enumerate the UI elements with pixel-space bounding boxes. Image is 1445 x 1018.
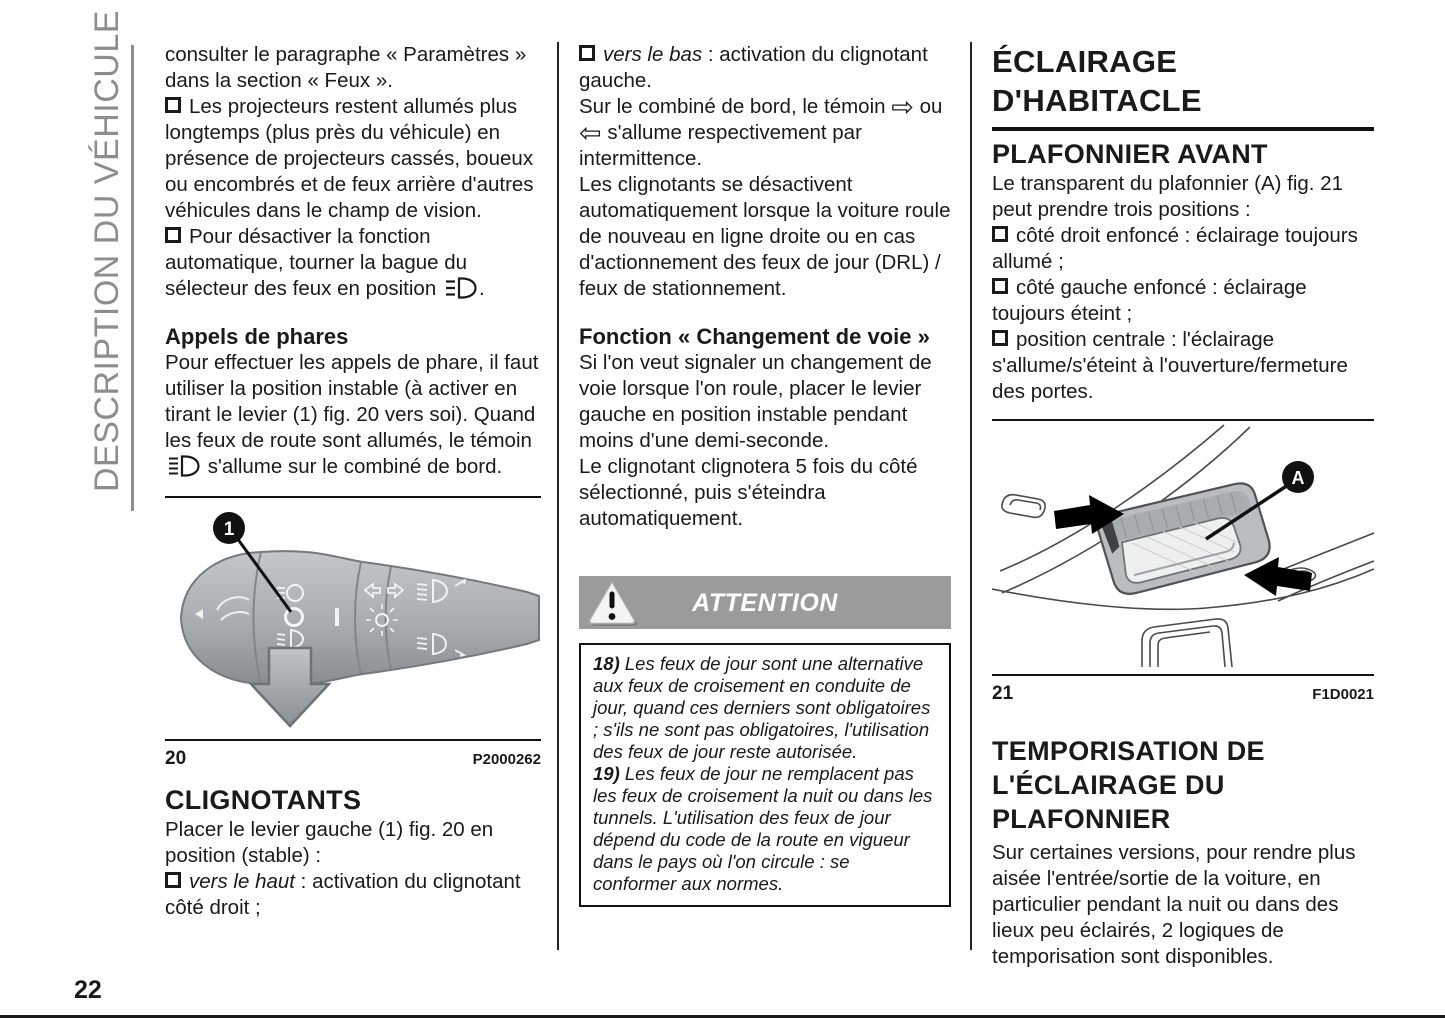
- note-text: Les feux de jour sont une alternative aux feux de croisement en conduite de jour, quand ces derniers sont obligatoires ; s'ils ne sont pas obligatoires, l'utilisation des feux de jour reste autorisée.: [593, 653, 931, 762]
- square-bullet-icon: [165, 872, 181, 888]
- subheading-changement-de-voie: Fonction « Changement de voie »: [579, 324, 930, 349]
- figure-21-caption: [992, 676, 1374, 708]
- figure-code: P2000262: [472, 751, 541, 768]
- paragraph: [579, 454, 951, 532]
- figure-20-caption: [165, 741, 541, 773]
- turn-signal-left-icon: ⇦: [579, 118, 602, 149]
- paragraph-text: Placer le levier gauche (1) fig. 20 en position (stable) :: [165, 818, 494, 867]
- chapter-sidebar-rule: [131, 45, 134, 511]
- bullet-text: position centrale : l'éclairage s'allume/s'éteint à l'ouverture/fermeture des portes.: [992, 328, 1348, 403]
- paragraph: [165, 42, 541, 94]
- turn-signal-right-icon: ⇨: [891, 92, 914, 123]
- bullet-item: [992, 327, 1374, 405]
- heading-clignotants: CLIGNOTANTS: [165, 785, 362, 815]
- callout-1-label: 1: [223, 519, 235, 540]
- column-1: [165, 42, 541, 921]
- paragraph-text: s'allume sur le combiné de bord.: [207, 455, 503, 478]
- paragraph: [579, 350, 951, 454]
- bullet-text-end: .: [478, 277, 485, 300]
- square-bullet-icon: [992, 330, 1008, 346]
- paragraph-text: consulter le paragraphe « Paramètres » dans la section « Feux ».: [165, 43, 527, 92]
- bullet-text: Les projecteurs restent allumés plus longtemps (plus près du véhicule) en présence de projecteurs cassés, boueux ou encombrés et de feux arrière d'autres véhicules dans le champ de vision.: [165, 95, 534, 222]
- figure-number: 21: [992, 683, 1014, 704]
- paragraph-text: ou: [919, 95, 943, 118]
- heading-temporisation: TEMPORISATION DE L'ÉCLAIRAGE DU PLAFONNIER: [992, 736, 1265, 834]
- bullet-text: côté droit enfoncé : éclairage toujours allumé ;: [992, 224, 1358, 273]
- paragraph-text: Si l'on veut signaler un changement de voie lorsque l'on roule, placer le levier gauche en position instable pendant moins d'une demi-seconde.: [579, 351, 932, 452]
- bullet-item: [579, 42, 951, 94]
- paragraph-text: Pour effectuer les appels de phare, il faut utiliser la position instable (à activer en tirant le levier (1) fig. 20 vers soi). Quand les feux de route sont allumés, le témoin: [165, 351, 539, 452]
- note-number: 19): [593, 763, 620, 784]
- note-text: Les feux de jour ne remplacent pas les feux de croisement la nuit ou dans les tunnels. L'utilisation des feux de jour dépend du code de la route en vigueur dans le pays où l'on circule : se conformer aux normes.: [593, 763, 933, 894]
- stalk-illustration: [165, 498, 541, 732]
- paragraph: [165, 350, 541, 480]
- paragraph-text: Le transparent du plafonnier (A) fig. 21 peut prendre trois positions :: [992, 172, 1343, 221]
- bullet-text: : activation du clignotant côté droit ;: [165, 870, 521, 919]
- bullet-text: Pour désactiver la fonction automatique, tourner la bague du sélecteur des feux en position: [165, 225, 468, 300]
- column-separator: [557, 42, 559, 950]
- attention-banner: [579, 576, 951, 629]
- bullet-lead: vers le haut: [189, 870, 295, 893]
- square-bullet-icon: [992, 226, 1008, 242]
- square-bullet-icon: [992, 278, 1008, 294]
- paragraph-text: Le clignotant clignotera 5 fois du côté sélectionné, puis s'éteindra automatiquement.: [579, 455, 918, 530]
- heading-eclairage-habitacle: ÉCLAIRAGE D'HABITACLE: [992, 42, 1374, 131]
- bullet-lead: vers le bas: [603, 43, 703, 66]
- column-separator: [970, 42, 972, 950]
- paragraph-text: Les clignotants se désactivent automatiquement lorsque la voiture roule de nouveau en ligne droite ou en cas d'actionnement des feux de jour (DRL) / feux de stationnement.: [579, 173, 951, 300]
- callout-a-label: A: [1291, 468, 1305, 488]
- figure-code: F1D0021: [1312, 686, 1374, 703]
- bullet-text: : activation du clignotant gauche.: [579, 43, 928, 92]
- notes-box: [579, 643, 951, 907]
- figure-number: 20: [165, 748, 187, 769]
- ceiling-light-illustration: [992, 421, 1374, 667]
- square-bullet-icon: [579, 45, 595, 61]
- paragraph-text: Sur certaines versions, pour rendre plus aisée l'entrée/sortie de la voiture, en particulier pendant la nuit ou dans des lieux peu éclairés, 2 logiques de temporisation sont disponibles.: [992, 841, 1356, 968]
- bullet-item: [165, 869, 541, 921]
- low-beam-headlight-icon: [444, 277, 477, 299]
- paragraph: [992, 171, 1374, 223]
- bullet-item: [165, 94, 541, 224]
- bullet-item: [992, 223, 1374, 275]
- square-bullet-icon: [165, 227, 181, 243]
- figure-20: [165, 496, 541, 741]
- paragraph: [579, 172, 951, 302]
- bullet-item: [992, 275, 1374, 327]
- paragraph: [579, 94, 951, 172]
- bullet-text: côté gauche enfoncé : éclairage toujours éteint ;: [992, 276, 1307, 325]
- paragraph: [165, 817, 541, 869]
- bullet-item: [165, 224, 541, 302]
- column-2: [579, 42, 951, 907]
- subheading-appels-de-phares: Appels de phares: [165, 324, 349, 349]
- paragraph: [992, 840, 1374, 970]
- note-number: 18): [593, 653, 620, 674]
- attention-label: ATTENTION: [692, 588, 838, 617]
- heading-plafonnier-avant: PLAFONNIER AVANT: [992, 139, 1268, 169]
- high-beam-indicator-icon: [167, 455, 200, 477]
- paragraph-text: Sur le combiné de bord, le témoin: [579, 95, 886, 118]
- figure-21: [992, 419, 1374, 676]
- square-bullet-icon: [165, 97, 181, 113]
- chapter-sidebar-label: DESCRIPTION DU VÉHICULE: [88, 10, 126, 492]
- column-3: [992, 42, 1374, 970]
- paragraph-text: s'allume respectivement par intermittence.: [579, 121, 862, 170]
- page-number: 22: [74, 976, 102, 1004]
